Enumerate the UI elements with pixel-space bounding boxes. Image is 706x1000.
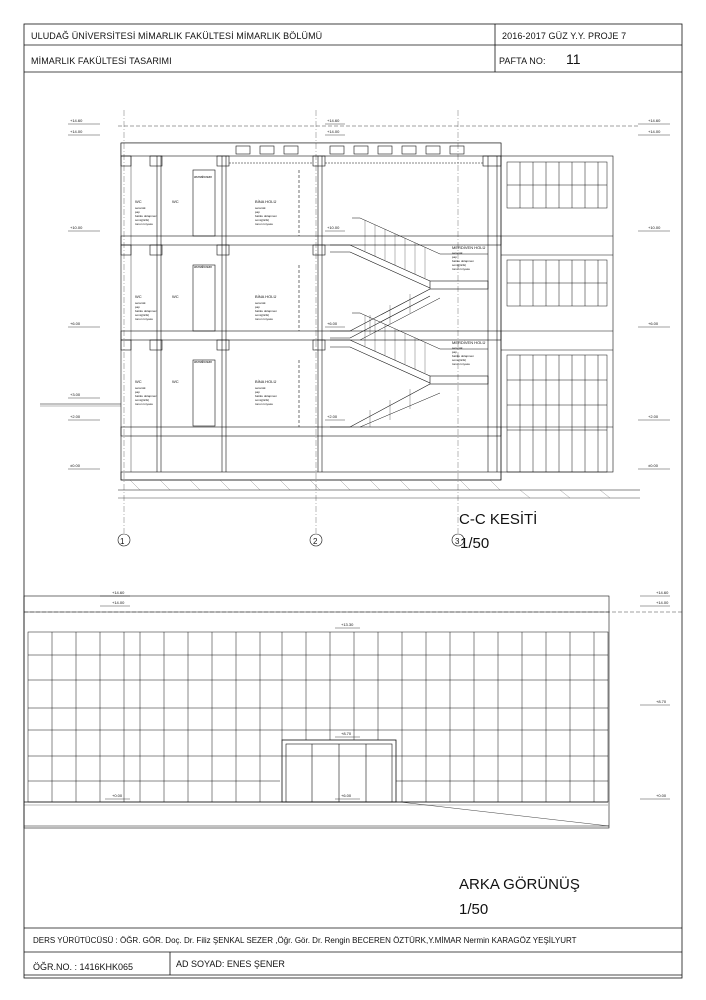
finish-note: tonun tınyasu — [255, 222, 274, 226]
room-label: BİNA HOLÜ — [255, 199, 277, 204]
finish-note: şap — [135, 210, 140, 214]
level-label: +14.60 — [648, 118, 661, 123]
level-label: +14.60 — [327, 118, 340, 123]
finish-note: sonsj(ticik) — [135, 218, 150, 222]
section-labels — [70, 118, 661, 546]
finish-note: tonun tınyasu — [135, 222, 154, 226]
axis-label: 3 — [455, 537, 460, 546]
level-label: +14.60 — [112, 590, 125, 595]
level-label: +6.00 — [327, 321, 338, 326]
room-label: WC — [172, 294, 179, 299]
finish-note: sonsj(ticik) — [255, 218, 270, 222]
student-name: AD SOYAD: ENES ŞENER — [176, 959, 285, 969]
instructors-line: DERS YÜRÜTÜCÜSÜ : ÖĞR. GÖR. Doç. Dr. Filiz ŞENKAL SEZER ,Öğr. Gör. Dr. Rengin BECEREN ÖZTÜRK,Y.MİMAR Nermin KARAGÖZ YEŞİLYURT — [33, 936, 577, 945]
level-label: +14.60 — [70, 118, 83, 123]
section-scale: 1/50 — [460, 535, 490, 552]
finish-note: batiku dolapmen — [135, 214, 158, 218]
room-label: asmabosan — [194, 265, 213, 269]
sheet-number-label: PAFTA NO: — [499, 56, 546, 66]
finish-note: seramik — [135, 301, 146, 305]
finish-note: seramik — [135, 206, 146, 210]
level-label: ±0.00 — [648, 463, 658, 468]
finish-note: tonun tınyasu — [135, 402, 154, 406]
level-label: +0.00 — [112, 793, 123, 798]
finish-note: seramik — [452, 251, 463, 255]
finish-note: seramik — [255, 386, 266, 390]
finish-note: seramik — [255, 206, 266, 210]
university-title: ULUDAĞ ÜNİVERSİTESİ MİMARLIK FAKÜLTESİ MİMARLIK BÖLÜMÜ — [31, 31, 323, 41]
finish-note: sonsj(ticik) — [452, 358, 467, 362]
level-label: +2.00 — [70, 414, 81, 419]
finish-note: tonun tınyasu — [452, 267, 471, 271]
finish-note: şap — [255, 390, 260, 394]
room-label: WC — [135, 379, 142, 384]
room-label: WC — [172, 379, 179, 384]
finish-note: batiku dolapmen — [135, 309, 158, 313]
level-label: +14.00 — [70, 129, 83, 134]
term-label: 2016-2017 GÜZ Y.Y. PROJE 7 — [502, 31, 627, 41]
room-label: WC — [135, 199, 142, 204]
level-label: +10.00 — [327, 225, 340, 230]
finish-note: sonsj(ticik) — [135, 313, 150, 317]
level-label: +6.00 — [341, 793, 352, 798]
level-label: +0.00 — [656, 793, 667, 798]
finish-note: tonun tınyasu — [135, 317, 154, 321]
finish-note: seramik — [255, 301, 266, 305]
elevation-scale: 1/50 — [459, 901, 489, 918]
level-label: ±0.00 — [70, 463, 80, 468]
level-label: +2.00 — [327, 414, 338, 419]
level-label: +14.00 — [327, 129, 340, 134]
finish-note: sonsj(ticik) — [452, 263, 467, 267]
section-title: C-C KESİTİ — [459, 511, 538, 528]
level-label: +8.70 — [656, 699, 667, 704]
room-label: MERDİVEN HOLÜ — [452, 340, 486, 345]
level-label: +14.00 — [648, 129, 661, 134]
room-label: asmabosan — [194, 360, 213, 364]
finish-note: şap — [452, 350, 457, 354]
finish-note: sonsj(ticik) — [255, 398, 270, 402]
finish-note: sonsj(ticik) — [255, 313, 270, 317]
level-label: +14.00 — [112, 600, 125, 605]
sheet-number: 11 — [566, 51, 581, 67]
sheet-frame — [24, 24, 682, 978]
elevation-drawing — [24, 596, 682, 828]
student-number: ÖĞR.NO. : 1416KHK065 — [33, 962, 134, 972]
finish-note: şap — [255, 210, 260, 214]
project-title: MİMARLIK FAKÜLTESİ TASARIMI — [31, 56, 172, 66]
axis-label: 1 — [120, 537, 125, 546]
level-label: +2.00 — [648, 414, 659, 419]
finish-note: batiku dolapmen — [255, 214, 278, 218]
finish-note: tonun tınyasu — [452, 362, 471, 366]
finish-note: şap — [255, 305, 260, 309]
room-label: BİNA HOLÜ — [255, 294, 277, 299]
elevation-title: ARKA GÖRÜNÜŞ — [459, 876, 580, 893]
finish-note: batiku dolapmen — [452, 259, 475, 263]
level-label: +8.70 — [341, 731, 352, 736]
finish-note: batiku dolapmen — [255, 309, 278, 313]
elevation-labels — [112, 590, 669, 798]
finish-note: şap — [135, 305, 140, 309]
level-label: +3.00 — [70, 392, 81, 397]
finish-note: batiku dolapmen — [452, 354, 475, 358]
room-label: BİNA HOLÜ — [255, 379, 277, 384]
finish-note: seramik — [135, 386, 146, 390]
level-label: +6.00 — [648, 321, 659, 326]
level-label: +14.00 — [656, 600, 669, 605]
finish-note: sonsj(ticik) — [135, 398, 150, 402]
finish-note: seramik — [452, 346, 463, 350]
finish-note: batiku dolapmen — [135, 394, 158, 398]
level-label: +14.60 — [656, 590, 669, 595]
finish-note: tonun tınyasu — [255, 317, 274, 321]
level-label: +13.30 — [341, 622, 354, 627]
room-label: WC — [172, 199, 179, 204]
level-label: +10.00 — [648, 225, 661, 230]
level-label: +6.00 — [70, 321, 81, 326]
level-label: +10.00 — [70, 225, 83, 230]
finish-note: şap — [452, 255, 457, 259]
finish-note: şap — [135, 390, 140, 394]
finish-note: tonun tınyasu — [255, 402, 274, 406]
axis-label: 2 — [313, 537, 318, 546]
room-label: WC — [135, 294, 142, 299]
room-label: MERDİVEN HOLÜ — [452, 245, 486, 250]
room-label: asmabosan — [194, 175, 213, 179]
section-drawing — [40, 110, 670, 546]
finish-note: batiku dolapmen — [255, 394, 278, 398]
